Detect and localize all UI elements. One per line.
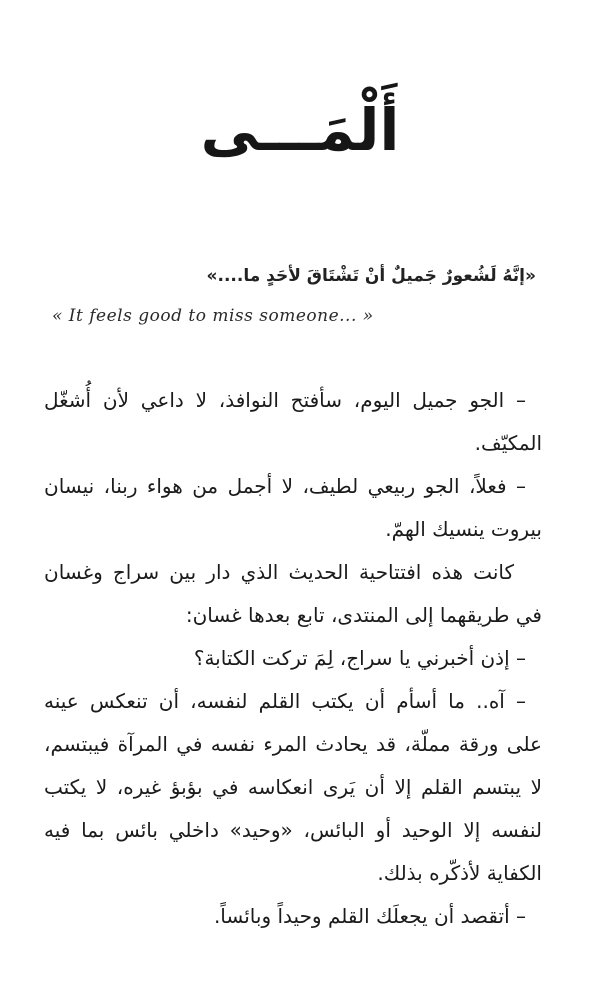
text-line: الكفاية لأذكّره بذلك. — [377, 861, 542, 885]
text-line: في طريقهما إلى المنتدى، تابع بعدها غسان: — [185, 603, 542, 627]
text-line: لا يبتسم القلم إلا أن يَرى انعكاسه في بؤبؤ غيره، لا يكتب — [44, 775, 542, 799]
paragraph-dialogue-4 — [44, 680, 542, 895]
text-line: بيروت ينسيك الهمّ. — [385, 517, 542, 541]
paragraph-narration — [44, 551, 542, 637]
paragraph-dialogue-5 — [44, 895, 542, 938]
epigraph-english-translation: « It feels good to miss someone... » — [52, 306, 374, 326]
text-line: كانت هذه افتتاحية الحديث الذي دار بين سراج وغسان — [44, 560, 514, 584]
text-line: – الجو جميل اليوم، سأفتح النوافذ، لا داعي لأن أُشغّل — [44, 388, 526, 412]
text-line: – أتقصد أن يجعلَك القلم وحيداً وبائساً. — [213, 904, 526, 928]
paragraph-dialogue-2 — [44, 465, 542, 551]
text-line: – فعلاً، الجو ربيعي لطيف، لا أجمل من هواء ربنا، نيسان — [44, 474, 526, 498]
text-line: لنفسه إلا الوحيد أو البائس، «وحيد» داخلي بائس بما فيه — [44, 818, 542, 842]
body-text — [44, 379, 542, 938]
chapter-title-calligraphy: أَلْمَـــى — [200, 96, 400, 164]
text-line: – آه.. ما أسأم أن يكتب القلم لنفسه، أن تنعكس عينه — [44, 689, 526, 713]
paragraph-dialogue-1 — [44, 379, 542, 465]
paragraph-dialogue-3 — [44, 637, 542, 680]
epigraph-arabic: «إنَّهُ لَشُعورٌ جَميلٌ أنْ تَشْتَاقَ لأحَدٍ ما....» — [206, 266, 536, 286]
text-line: – إذن أخبرني يا سراج، لِمَ تركت الكتابة؟ — [193, 646, 526, 670]
text-line: المكيّف. — [474, 431, 542, 455]
text-line: على ورقة مملّة، قد يحادث المرء نفسه في المرآة فيبتسم، — [44, 732, 542, 756]
